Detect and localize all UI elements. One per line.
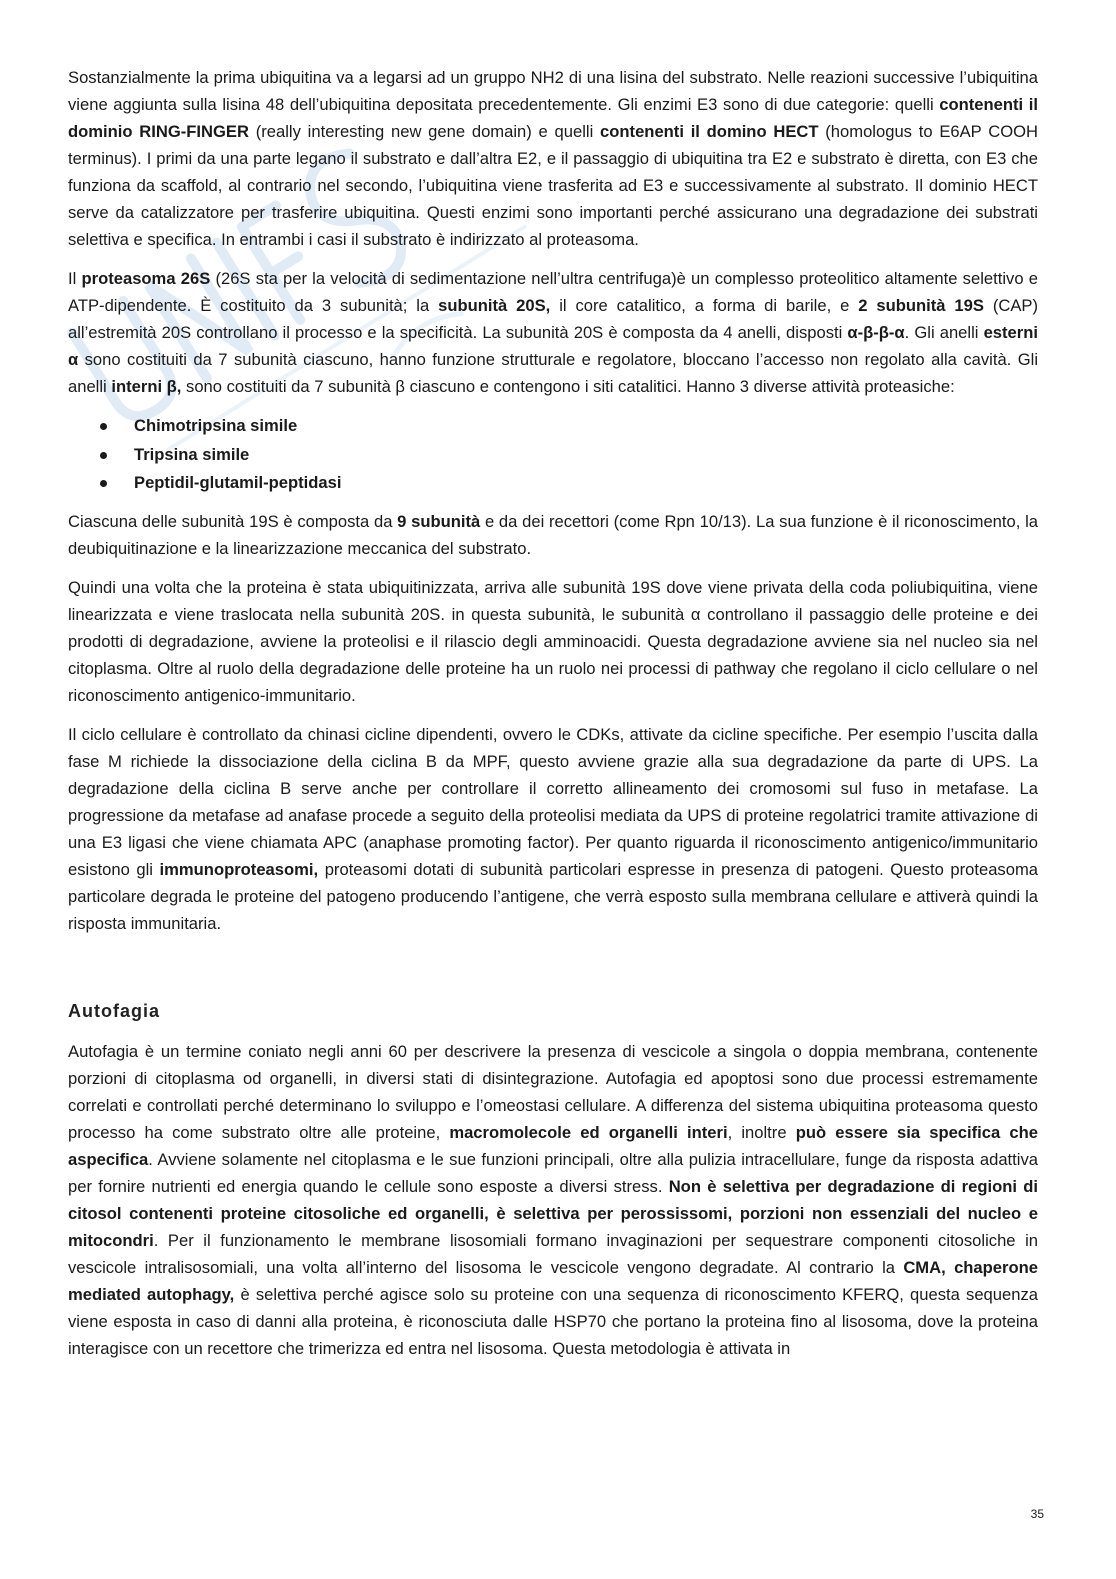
- bullet-icon: [100, 452, 107, 459]
- bullet-icon: [100, 423, 107, 430]
- paragraph-cell-cycle: Il ciclo cellulare è controllato da chinasi cicline dipendenti, ovvero le CDKs, attivate da cicline specifiche. Per esempio l’uscita dalla fase M richiede la dissociazione della ciclina B da MPF, questo avviene grazie alla sua degradazione da parte di UPS. La degradazione della ciclina B serve anche per controllare il corretto allineamento dei cromosomi sul fuso in metafase. La progressione da metafase ad anafase procede a seguito della proteolisi mediata da UPS di proteine regolatrici tramite attivazione di una E3 ligasi che viene chiamata APC (anaphase promoting factor). Per quanto riguarda il riconoscimento antigenico/immunitario esistono gli immunoproteasomi, proteasomi dotati di subunità particolari espresse in presenza di patogeni. Questo proteasoma particolare degrada le proteine del patogeno producendo l’antigene, che verrà esposto sulla membrana cellulare e attiverà quindi la risposta immunitaria.: [68, 724, 1038, 933]
- bullet-icon: [100, 480, 107, 487]
- page-content: [68, 64, 1038, 1374]
- proteasic-activities-list: [68, 412, 1038, 498]
- paragraph-autofagia: Autofagia è un termine coniato negli anni 60 per descrivere la presenza di vescicole a singola o doppia membrana, contenente porzioni di citoplasma od organelli, in diversi stati di disintegrazione. Autofagia ed apoptosi sono due processi estremamente correlati e controllati perché determinano lo sviluppo e l’omeostasi cellulare. A differenza del sistema ubiquitina proteasoma questo processo ha come substrato oltre alle proteine, macromolecole ed organelli interi, inoltre può essere sia specifica che aspecifica. Avviene solamente nel citoplasma e le sue funzioni principali, oltre alla pulizia intracellulare, funge da risposta adattiva per fornire nutrienti ed energia quando le cellule sono esposte a diversi stress. Non è selettiva per degradazione di regioni di citosol contenenti proteine citosoliche ed organelli, è selettiva per perossissomi, porzioni non essenziali del nucleo e mitocondri. Per il funzionamento le membrane lisosomiali formano invaginazioni per sequestrare componenti citosoliche in vescicole intralisosomiali, una volta all’interno del lisosoma le vescicole vengono degradate. Al contrario la CMA, chaperone mediated autophagy, è selettiva perché agisce solo su proteine con una sequenza di riconoscimento KFERQ, questa sequenza viene esposta in caso di danni alla proteina, è riconosciuta dalle HSP70 che portano la proteina fino al lisosoma, dove la proteina interagisce con un recettore che trimerizza ed entra nel lisosoma. Questa metodologia è attivata in: [68, 1041, 1038, 1358]
- paragraph-subunit-19s: Ciascuna delle subunità 19S è composta da 9 subunità e da dei recettori (come Rpn 10/13). La sua funzione è il riconoscimento, la deubiquitinazione e la linearizzazione meccanica del substrato.: [68, 511, 1038, 558]
- list-item: Peptidil-glutamil-peptidasi: [68, 469, 1038, 498]
- page-number: 35: [1030, 1507, 1044, 1521]
- paragraph-proteasome-26s: Il proteasoma 26S (26S sta per la velocità di sedimentazione nell’ultra centrifuga)è un complesso proteolitico altamente selettivo e ATP-dipendente. È costituito da 3 subunità; la subunità 20S, il core catalitico, a forma di barile, e 2 subunità 19S (CAP) all’estremità 20S controllano il processo e la specificità. La subunità 20S è composta da 4 anelli, disposti α-β-β-α. Gli anelli esterni α sono costituiti da 7 subunità ciascuno, hanno funzione strutturale e regolatore, bloccano l’accesso non regolato alla cavità. Gli anelli interni β, sono costituiti da 7 subunità β ciascuno e contengono i siti catalitici. Hanno 3 diverse attività proteasiche:: [68, 269, 1038, 396]
- list-item: Tripsina simile: [68, 441, 1038, 470]
- section-title-autofagia: Autofagia: [68, 1000, 160, 1021]
- list-item: Chimotripsina simile: [68, 412, 1038, 441]
- paragraph-ubiquitin-ligases: Sostanzialmente la prima ubiquitina va a legarsi ad un gruppo NH2 di una lisina del substrato. Nelle reazioni successive l’ubiquitina viene aggiunta sulla lisina 48 dell’ubiquitina depositata precedentemente. Gli enzimi E3 sono di due categorie: quelli contenenti il dominio RING-FINGER (really interesting new gene domain) e quelli contenenti il domino HECT (homologus to E6AP COOH terminus). I primi da una parte legano il substrato e dall’altra E2, e il passaggio di ubiquitina tra E2 e substrato è diretta, con E3 che funziona da scaffold, al contrario nel secondo, l’ubiquitina viene trasferita ad E3 e successivamente al substrato. Il dominio HECT serve da catalizzatore per trasferire ubiquitina. Questi enzimi sono importanti perché assicurano una degradazione dei substrati selettiva e specifica. In entrambi i casi il substrato è indirizzato al proteasoma.: [68, 68, 1038, 249]
- paragraph-degradation-process: Quindi una volta che la proteina è stata ubiquitinizzata, arriva alle subunità 19S dove viene privata della coda poliubiquitina, viene linearizzata e viene traslocata nella subunità 20S. in questa subunità, le subunità α controllano il passaggio delle proteine e dei prodotti di degradazione, avviene la proteolisi e il rilascio degli amminoacidi. Questa degradazione avviene sia nel nucleo sia nel citoplasma. Oltre al ruolo della degradazione delle proteine ha un ruolo nei processi di pathway che regolano il ciclo cellulare o nel riconoscimento antigenico-immunitario.: [68, 577, 1038, 705]
